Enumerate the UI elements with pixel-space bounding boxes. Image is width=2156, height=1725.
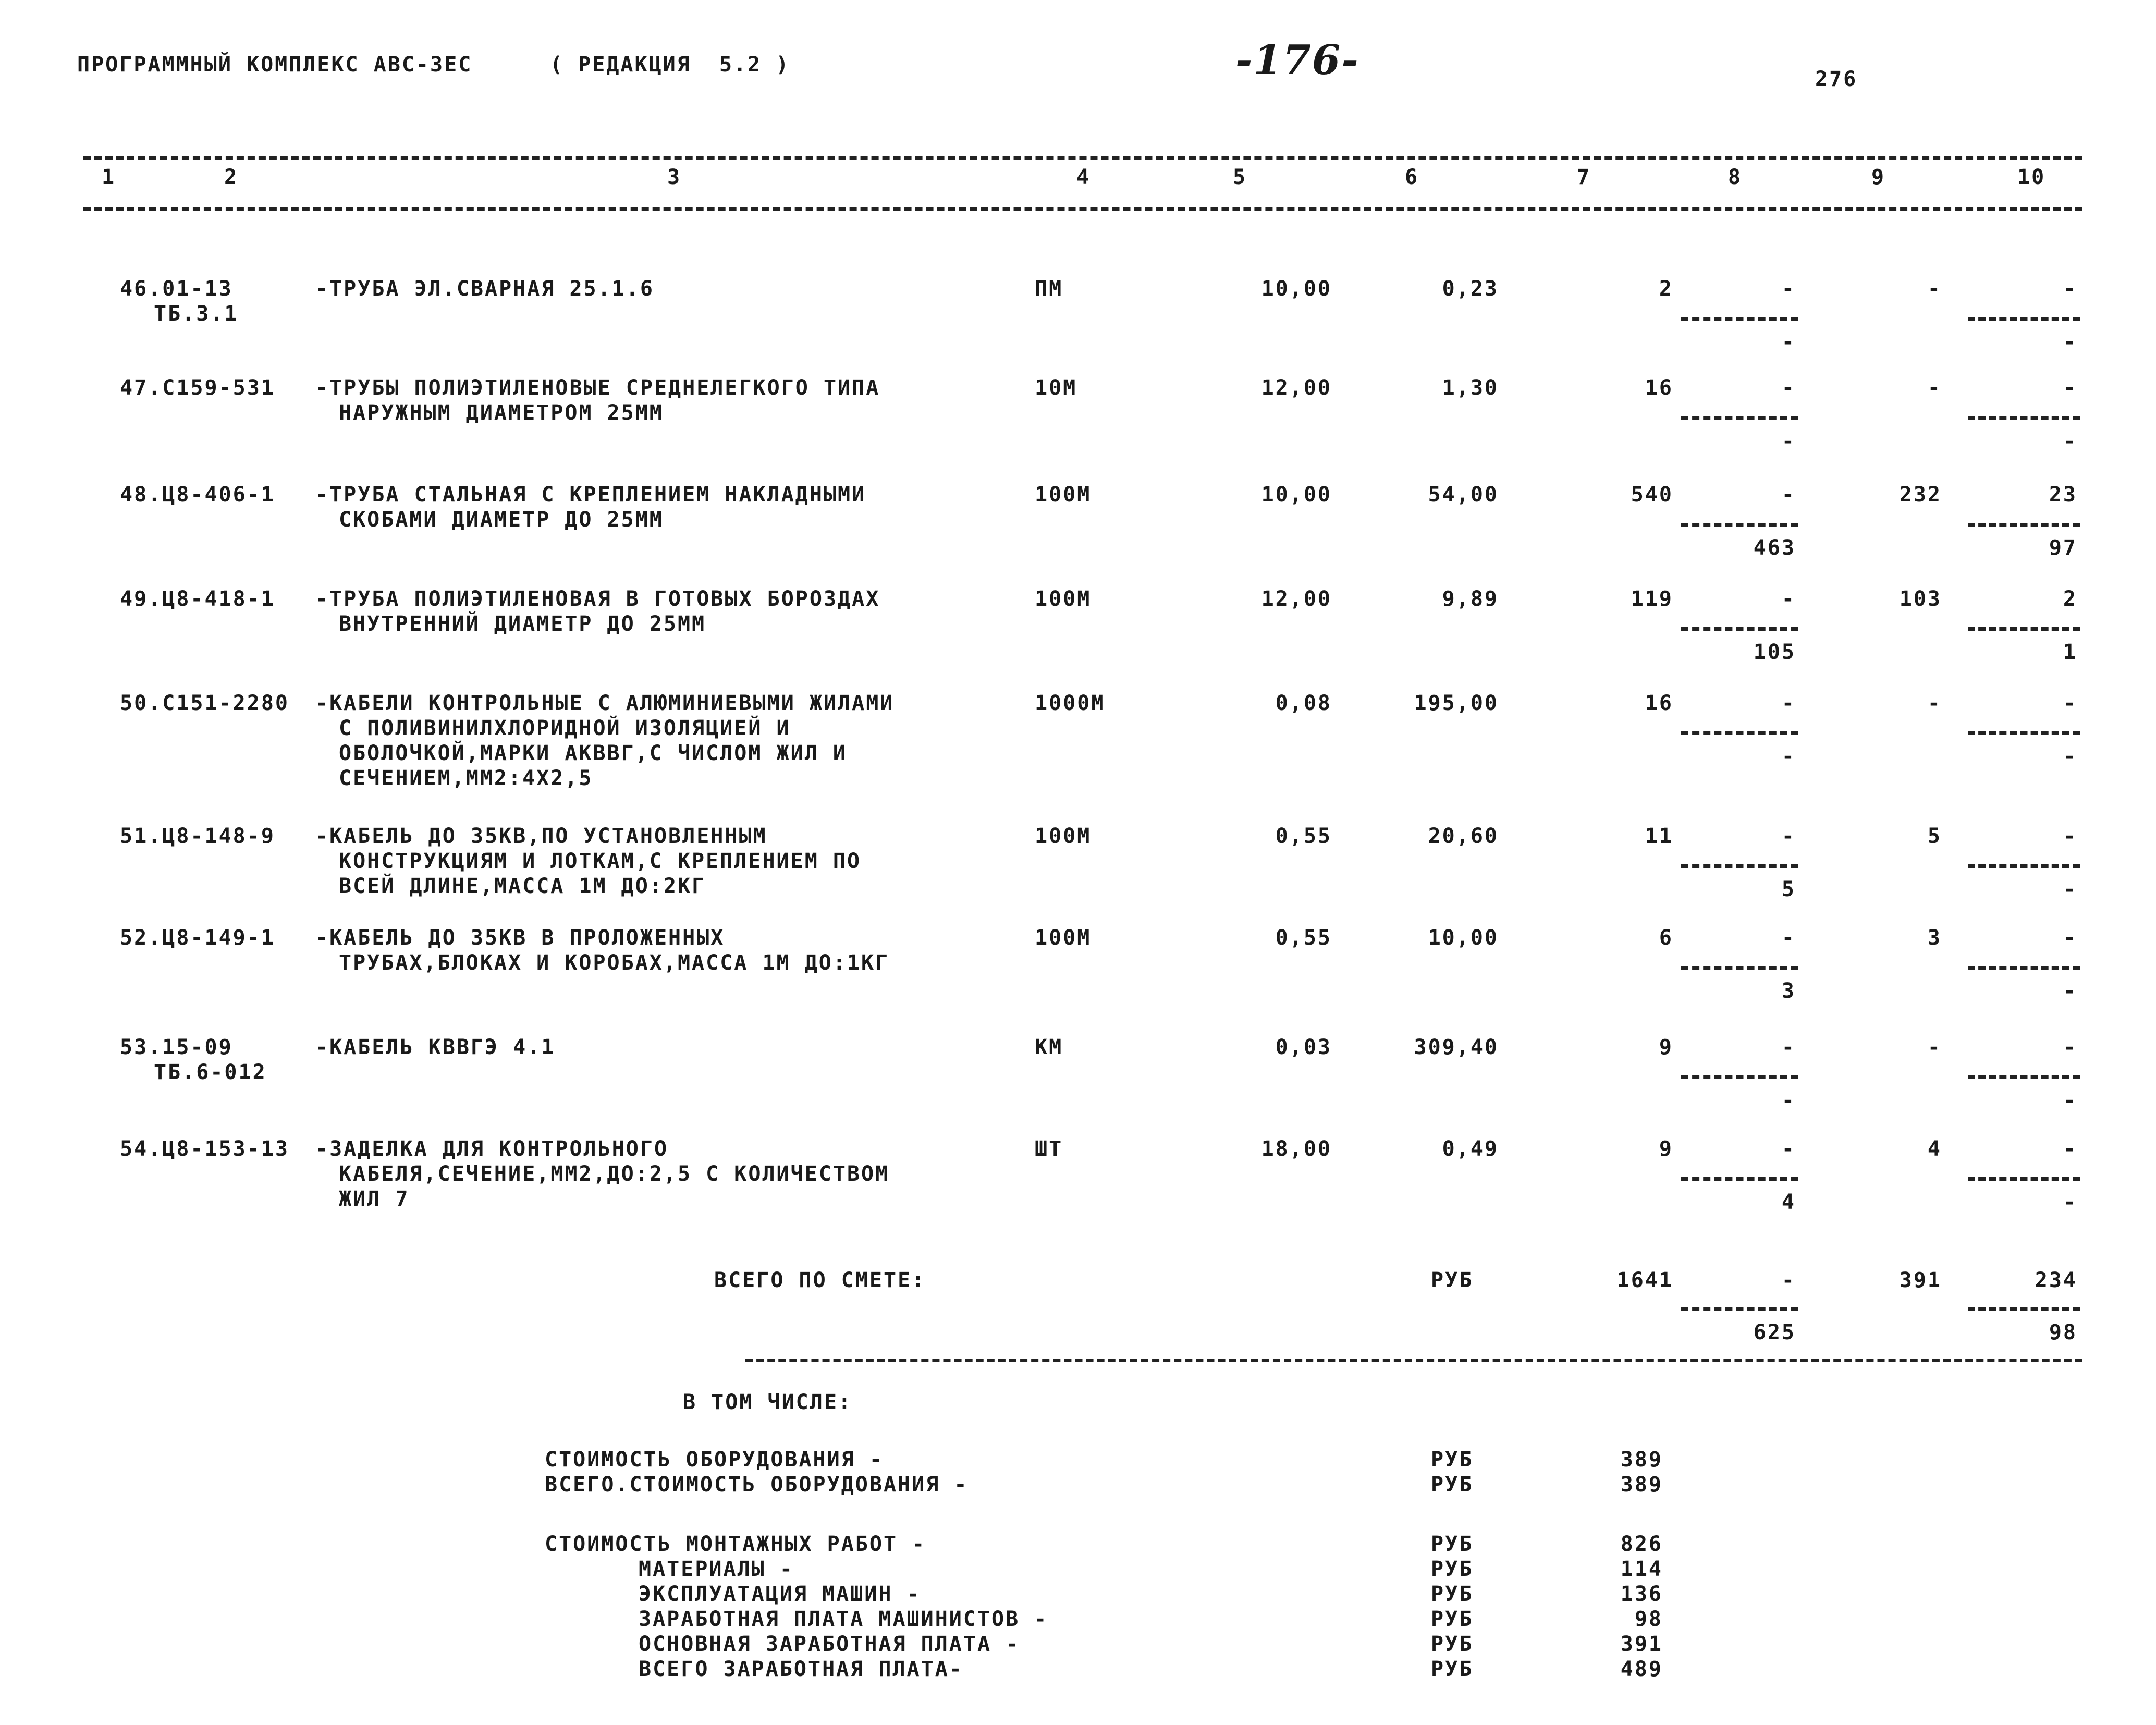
- col-header-6: 6: [1405, 165, 1419, 189]
- including-heading: В ТОМ ЧИСЛЕ:: [683, 1390, 852, 1414]
- row-col8-top: -: [1781, 824, 1796, 848]
- row-col8-top: -: [1781, 376, 1796, 400]
- row-description-line: КОНСТРУКЦИЯМ И ЛОТКАМ,С КРЕПЛЕНИЕМ ПО: [339, 849, 862, 873]
- row-total-cost: 119: [1631, 587, 1673, 611]
- including-item-label: ЗАРАБОТНАЯ ПЛАТА МАШИНИСТОВ -: [639, 1607, 1048, 1631]
- row-description-line: НАРУЖНЫМ ДИАМЕТРОМ 25ММ: [339, 401, 664, 425]
- row-col8-bottom: -: [1781, 1088, 1796, 1112]
- row-col10-top: -: [2063, 277, 2077, 301]
- row-description-line: -ЗАДЕЛКА ДЛЯ КОНТРОЛЬНОГО: [315, 1137, 669, 1161]
- row-col9: 5: [1927, 824, 1942, 848]
- row-col9: 4: [1927, 1137, 1942, 1161]
- row-unit-price: 0,49: [1442, 1137, 1499, 1161]
- row-col10-divider: [1968, 1075, 2080, 1079]
- row-description-line: ТРУБАХ,БЛОКАХ И КОРОБАХ,МАССА 1М ДО:1КГ: [339, 951, 890, 975]
- row-description-line: -КАБЕЛЬ КВВГЭ 4.1: [315, 1035, 556, 1059]
- total-label: ВСЕГО ПО СМЕТЕ:: [714, 1268, 926, 1292]
- row-description-line: -КАБЕЛЬ ДО 35КВ,ПО УСТАНОВЛЕННЫМ: [315, 824, 767, 848]
- row-col10-top: -: [2063, 1137, 2077, 1161]
- row-col10-top: 2: [2063, 587, 2077, 611]
- row-col8-top: -: [1781, 691, 1796, 715]
- row-position-number: 52.Ц8-149-1: [120, 926, 275, 950]
- row-col9: 103: [1899, 587, 1942, 611]
- row-col8-divider: [1681, 416, 1798, 420]
- including-item-value: 136: [1620, 1582, 1663, 1606]
- row-code-reference: ТБ.6-012: [154, 1060, 267, 1084]
- row-unit: ШТ: [1035, 1137, 1063, 1161]
- row-unit: 1000М: [1035, 691, 1106, 715]
- row-total-cost: 9: [1659, 1137, 1673, 1161]
- row-col9: -: [1927, 376, 1942, 400]
- row-position-number: 49.Ц8-418-1: [120, 587, 275, 611]
- row-col8-divider: [1681, 627, 1798, 631]
- including-item-value: 391: [1620, 1632, 1663, 1656]
- row-quantity: 10,00: [1261, 277, 1332, 301]
- row-col10-top: -: [2063, 926, 2077, 950]
- row-col8-bottom: -: [1781, 744, 1796, 768]
- row-description-line: СКОБАМИ ДИАМЕТР ДО 25ММ: [339, 508, 664, 532]
- total-col8-top: -: [1781, 1268, 1796, 1292]
- row-col8-bottom: 5: [1781, 877, 1796, 901]
- col-header-10: 10: [2017, 165, 2046, 189]
- row-unit: 10М: [1035, 376, 1077, 400]
- row-unit-price: 195,00: [1414, 691, 1499, 715]
- total-unit: РУБ: [1431, 1268, 1474, 1292]
- col-header-7: 7: [1577, 165, 1591, 189]
- row-col10-bottom: 1: [2063, 640, 2077, 664]
- row-description-line: СЕЧЕНИЕМ,ММ2:4Х2,5: [339, 766, 593, 790]
- including-item-unit: РУБ: [1431, 1557, 1474, 1581]
- header-top-rule: [83, 156, 2082, 160]
- row-description-line: ОБОЛОЧКОЙ,МАРКИ АКВВГ,С ЧИСЛОМ ЖИЛ И: [339, 741, 847, 765]
- row-unit-price: 0,23: [1442, 277, 1499, 301]
- row-col10-divider: [1968, 627, 2080, 631]
- row-quantity: 18,00: [1261, 1137, 1332, 1161]
- row-unit: 100М: [1035, 926, 1092, 950]
- row-col8-bottom: -: [1781, 330, 1796, 354]
- row-description-line: -ТРУБА ПОЛИЭТИЛЕНОВАЯ В ГОТОВЫХ БОРОЗДАХ: [315, 587, 880, 611]
- row-col10-bottom: -: [2063, 330, 2077, 354]
- row-col8-bottom: -: [1781, 429, 1796, 453]
- including-item-value: 98: [1634, 1607, 1663, 1631]
- row-col10-top: -: [2063, 824, 2077, 848]
- row-col10-bottom: -: [2063, 877, 2077, 901]
- col-header-1: 1: [102, 165, 116, 189]
- row-unit: ПМ: [1035, 277, 1063, 301]
- row-unit-price: 9,89: [1442, 587, 1499, 611]
- row-col8-top: -: [1781, 587, 1796, 611]
- row-col8-top: -: [1781, 1035, 1796, 1059]
- row-unit-price: 54,00: [1428, 483, 1499, 507]
- col-header-4: 4: [1076, 165, 1091, 189]
- row-col9: 232: [1899, 483, 1942, 507]
- col-header-5: 5: [1233, 165, 1247, 189]
- col-header-9: 9: [1871, 165, 1886, 189]
- total-col10-top: 234: [2035, 1268, 2077, 1292]
- row-col10-divider: [1968, 523, 2080, 527]
- row-description-line: -КАБЕЛИ КОНТРОЛЬНЫЕ С АЛЮМИНИЕВЫМИ ЖИЛАМИ: [315, 691, 895, 715]
- total-col7: 1641: [1616, 1268, 1673, 1292]
- including-item-unit: РУБ: [1431, 1532, 1474, 1556]
- row-quantity: 10,00: [1261, 483, 1332, 507]
- row-col10-divider: [1968, 966, 2080, 970]
- including-item-label: ВСЕГО ЗАРАБОТНАЯ ПЛАТА-: [639, 1657, 963, 1681]
- program-title: ПРОГРАММНЫЙ КОМПЛЕКС АВС-3ЕС: [77, 53, 473, 77]
- row-description-line: ВНУТРЕННИЙ ДИАМЕТР ДО 25ММ: [339, 612, 706, 636]
- row-total-cost: 11: [1645, 824, 1673, 848]
- row-total-cost: 540: [1631, 483, 1673, 507]
- total-col8-bottom: 625: [1753, 1320, 1796, 1344]
- row-col9: -: [1927, 691, 1942, 715]
- row-col10-bottom: -: [2063, 1190, 2077, 1214]
- total-col9: 391: [1899, 1268, 1942, 1292]
- row-col10-divider: [1968, 731, 2080, 735]
- row-col10-divider: [1968, 416, 2080, 420]
- row-col8-divider: [1681, 966, 1798, 970]
- col-header-3: 3: [667, 165, 682, 189]
- row-col9: -: [1927, 277, 1942, 301]
- including-item-value: 114: [1620, 1557, 1663, 1581]
- row-col8-divider: [1681, 1075, 1798, 1079]
- row-position-number: 48.Ц8-406-1: [120, 483, 275, 507]
- including-item-label: МАТЕРИАЛЫ -: [639, 1557, 794, 1581]
- row-position-number: 50.С151-2280: [120, 691, 289, 715]
- row-quantity: 0,55: [1275, 824, 1332, 848]
- row-col10-bottom: -: [2063, 744, 2077, 768]
- row-position-number: 46.01-13: [120, 277, 233, 301]
- row-col8-bottom: 3: [1781, 979, 1796, 1003]
- row-total-cost: 16: [1645, 691, 1673, 715]
- row-col10-bottom: -: [2063, 1088, 2077, 1112]
- row-col10-top: -: [2063, 376, 2077, 400]
- row-position-number: 53.15-09: [120, 1035, 233, 1059]
- row-total-cost: 2: [1659, 277, 1673, 301]
- row-description-line: ЖИЛ 7: [339, 1187, 410, 1211]
- row-description-line: -ТРУБЫ ПОЛИЭТИЛЕНОВЫЕ СРЕДНЕЛЕГКОГО ТИПА: [315, 376, 880, 400]
- row-col8-top: -: [1781, 926, 1796, 950]
- row-col8-divider: [1681, 317, 1798, 321]
- row-unit-price: 309,40: [1414, 1035, 1499, 1059]
- row-col10-bottom: -: [2063, 979, 2077, 1003]
- including-item-value: 389: [1620, 1473, 1663, 1497]
- including-item-unit: РУБ: [1431, 1448, 1474, 1472]
- row-unit-price: 1,30: [1442, 376, 1499, 400]
- row-unit: КМ: [1035, 1035, 1063, 1059]
- including-item-unit: РУБ: [1431, 1657, 1474, 1681]
- row-description-line: С ПОЛИВИНИЛХЛОРИДНОЙ ИЗОЛЯЦИЕЙ И: [339, 716, 791, 740]
- row-col10-top: 23: [2049, 483, 2077, 507]
- row-unit-price: 20,60: [1428, 824, 1499, 848]
- row-total-cost: 9: [1659, 1035, 1673, 1059]
- row-unit: 100М: [1035, 483, 1092, 507]
- row-position-number: 54.Ц8-153-13: [120, 1137, 289, 1161]
- row-col8-top: -: [1781, 1137, 1796, 1161]
- row-col8-divider: [1681, 523, 1798, 527]
- including-item-label: СТОИМОСТЬ МОНТАЖНЫХ РАБОТ -: [545, 1532, 926, 1556]
- row-quantity: 12,00: [1261, 376, 1332, 400]
- page-number: 276: [1815, 67, 1858, 91]
- row-code-reference: ТБ.3.1: [154, 302, 239, 326]
- row-quantity: 12,00: [1261, 587, 1332, 611]
- row-total-cost: 16: [1645, 376, 1673, 400]
- including-item-value: 489: [1620, 1657, 1663, 1681]
- row-description-line: ВСЕЙ ДЛИНЕ,МАССА 1М ДО:2КГ: [339, 874, 706, 898]
- row-col8-bottom: 4: [1781, 1190, 1796, 1214]
- row-col8-top: -: [1781, 483, 1796, 507]
- col-header-2: 2: [224, 165, 239, 189]
- total-rule: [745, 1359, 2082, 1362]
- row-col9: -: [1927, 1035, 1942, 1059]
- total-col10-divider: [1968, 1307, 2080, 1311]
- row-total-cost: 6: [1659, 926, 1673, 950]
- row-col8-divider: [1681, 1177, 1798, 1181]
- including-item-unit: РУБ: [1431, 1582, 1474, 1606]
- row-col10-bottom: 97: [2049, 536, 2077, 560]
- row-col9: 3: [1927, 926, 1942, 950]
- including-item-label: ЭКСПЛУАТАЦИЯ МАШИН -: [639, 1582, 921, 1606]
- row-col10-bottom: -: [2063, 429, 2077, 453]
- row-position-number: 51.Ц8-148-9: [120, 824, 275, 848]
- row-col10-top: -: [2063, 691, 2077, 715]
- total-col8-divider: [1681, 1307, 1798, 1311]
- including-item-value: 826: [1620, 1532, 1663, 1556]
- including-item-unit: РУБ: [1431, 1473, 1474, 1497]
- row-col10-top: -: [2063, 1035, 2077, 1059]
- including-item-label: ВСЕГО.СТОИМОСТЬ ОБОРУДОВАНИЯ -: [545, 1473, 969, 1497]
- row-col8-divider: [1681, 731, 1798, 735]
- row-col8-divider: [1681, 864, 1798, 868]
- row-quantity: 0,08: [1275, 691, 1332, 715]
- col-header-8: 8: [1728, 165, 1743, 189]
- row-quantity: 0,55: [1275, 926, 1332, 950]
- row-description-line: КАБЕЛЯ,СЕЧЕНИЕ,ММ2,ДО:2,5 С КОЛИЧЕСТВОМ: [339, 1162, 890, 1186]
- row-col10-divider: [1968, 1177, 2080, 1181]
- row-col8-bottom: 463: [1753, 536, 1796, 560]
- including-item-unit: РУБ: [1431, 1632, 1474, 1656]
- including-item-label: ОСНОВНАЯ ЗАРАБОТНАЯ ПЛАТА -: [639, 1632, 1020, 1656]
- row-position-number: 47.С159-531: [120, 376, 275, 400]
- including-item-unit: РУБ: [1431, 1607, 1474, 1631]
- row-description-line: -КАБЕЛЬ ДО 35КВ В ПРОЛОЖЕННЫХ: [315, 926, 725, 950]
- row-col8-top: -: [1781, 277, 1796, 301]
- row-quantity: 0,03: [1275, 1035, 1332, 1059]
- row-unit: 100М: [1035, 824, 1092, 848]
- row-unit: 100М: [1035, 587, 1092, 611]
- total-col10-bottom: 98: [2049, 1320, 2077, 1344]
- row-col8-bottom: 105: [1753, 640, 1796, 664]
- row-col10-divider: [1968, 317, 2080, 321]
- handwritten-page-number: -176-: [1235, 36, 1359, 84]
- row-unit-price: 10,00: [1428, 926, 1499, 950]
- edition-label: ( РЕДАКЦИЯ 5.2 ): [550, 53, 790, 77]
- row-description-line: -ТРУБА СТАЛЬНАЯ С КРЕПЛЕНИЕМ НАКЛАДНЫМИ: [315, 483, 866, 507]
- including-item-label: СТОИМОСТЬ ОБОРУДОВАНИЯ -: [545, 1448, 884, 1472]
- row-description-line: -ТРУБА ЭЛ.СВАРНАЯ 25.1.6: [315, 277, 654, 301]
- header-bottom-rule: [83, 207, 2082, 211]
- including-item-value: 389: [1620, 1448, 1663, 1472]
- row-col10-divider: [1968, 864, 2080, 868]
